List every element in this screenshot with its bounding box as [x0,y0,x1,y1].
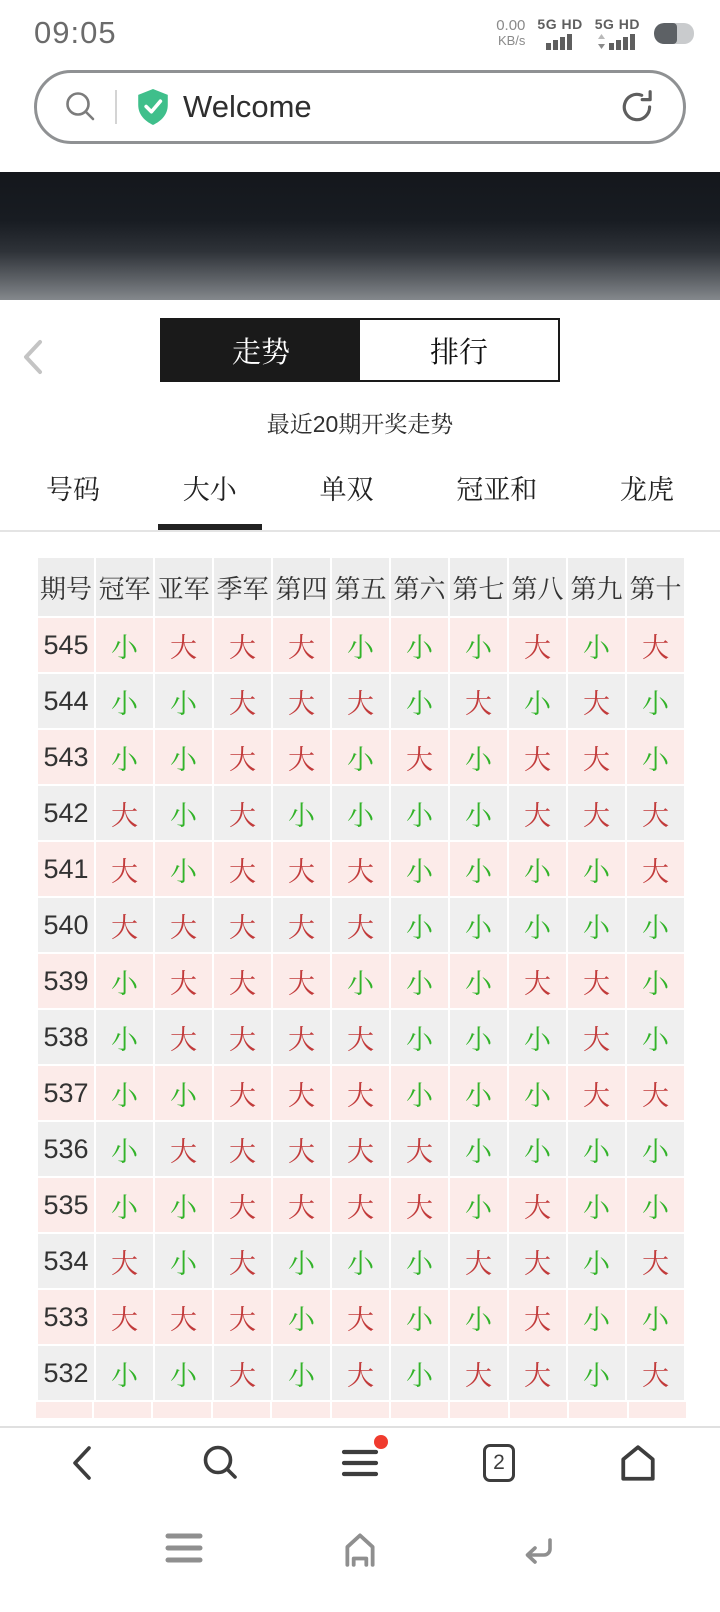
value-cell: 小 [450,1010,507,1064]
address-bar[interactable] [34,70,686,144]
value-cell: 小 [450,954,507,1008]
value-cell: 小 [509,674,566,728]
value-cell: 大 [568,954,625,1008]
value-cell: 大 [627,1066,684,1120]
value-cell: 小 [332,954,389,1008]
value-cell: 小 [96,1346,153,1400]
value-cell: 大 [214,1066,271,1120]
value-cell: 小 [627,1122,684,1176]
value-cell: 大 [214,1290,271,1344]
value-cell: 大 [332,1122,389,1176]
value-cell: 小 [627,954,684,1008]
tab-numbers[interactable]: 号码 [46,475,100,505]
partial-cell [153,1402,210,1418]
value-cell: 大 [627,1346,684,1400]
value-cell: 小 [627,730,684,784]
back-button[interactable] [504,1516,568,1580]
period-cell: 543 [38,730,94,784]
value-cell: 大 [155,1010,212,1064]
value-cell: 大 [509,786,566,840]
value-cell: 大 [509,730,566,784]
search-icon [201,1443,241,1483]
column-header: 第九 [568,558,625,616]
menu-button[interactable] [330,1433,390,1493]
toggle-rank[interactable]: 排行 [360,320,558,380]
tabs-button[interactable] [469,1433,529,1493]
menu-icon [164,1531,204,1565]
value-cell: 小 [391,1010,448,1064]
column-header: 第八 [509,558,566,616]
recents-button[interactable] [152,1516,216,1580]
value-cell: 大 [450,1234,507,1288]
table-row [38,786,684,840]
period-cell: 544 [38,674,94,728]
partial-cell [272,1402,329,1418]
browser-header [0,60,720,172]
table-row [38,954,684,1008]
value-cell: 大 [568,786,625,840]
value-cell: 大 [332,1178,389,1232]
value-cell: 大 [214,954,271,1008]
table-row [38,1346,684,1400]
value-cell: 大 [509,618,566,672]
value-cell: 小 [155,1066,212,1120]
value-cell: 小 [155,1234,212,1288]
refresh-icon[interactable] [619,88,657,126]
value-cell: 大 [273,618,330,672]
period-cell: 534 [38,1234,94,1288]
value-cell: 大 [96,786,153,840]
table-body [38,618,684,1400]
value-cell: 小 [568,842,625,896]
value-cell: 小 [332,730,389,784]
home-icon [618,1443,658,1483]
home-button[interactable] [608,1433,668,1493]
value-cell: 小 [155,1178,212,1232]
value-cell: 小 [450,898,507,952]
value-cell: 大 [568,730,625,784]
tabs-icon: 2 [483,1444,515,1482]
value-cell: 大 [332,1346,389,1400]
value-cell: 小 [450,1122,507,1176]
section-subtitle: 最近20期开奖走势 [266,411,454,437]
value-cell: 小 [332,786,389,840]
value-cell: 大 [568,1066,625,1120]
value-cell: 小 [96,1066,153,1120]
period-cell: 537 [38,1066,94,1120]
partial-cell [629,1402,686,1418]
value-cell: 小 [96,674,153,728]
partial-cell [450,1402,507,1418]
value-cell: 小 [568,1290,625,1344]
value-cell: 小 [509,1066,566,1120]
page-banner [0,172,720,300]
value-cell: 大 [155,618,212,672]
home-button[interactable] [328,1516,392,1580]
period-cell: 538 [38,1010,94,1064]
back-button[interactable] [52,1433,112,1493]
value-cell: 大 [332,1290,389,1344]
value-cell: 大 [509,1346,566,1400]
value-cell: 大 [391,1122,448,1176]
back-icon [516,1530,556,1566]
table-row [38,1234,684,1288]
value-cell: 大 [509,1178,566,1232]
network-speed: 0.00 KB/s [496,17,526,49]
table-row [38,1178,684,1232]
partial-cell [36,1402,92,1418]
table-row [38,730,684,784]
value-cell: 大 [96,1290,153,1344]
period-cell: 545 [38,618,94,672]
shield-check-icon [135,88,171,126]
value-cell: 小 [391,1290,448,1344]
battery-icon [654,23,694,44]
period-cell: 536 [38,1122,94,1176]
notification-dot [374,1435,388,1449]
value-cell: 大 [214,1122,271,1176]
period-cell: 539 [38,954,94,1008]
value-cell: 大 [214,786,271,840]
value-cell: 小 [568,1122,625,1176]
search-button[interactable] [191,1433,251,1493]
view-toggle-section [0,300,720,400]
value-cell: 小 [96,954,153,1008]
column-header: 第六 [391,558,448,616]
value-cell: 大 [155,1290,212,1344]
browser-nav-bar [0,1426,720,1498]
table-row [38,618,684,672]
period-cell: 540 [38,898,94,952]
signal-bars-icon [608,33,638,50]
value-cell: 大 [273,1122,330,1176]
value-cell: 大 [509,1234,566,1288]
value-cell: 小 [155,674,212,728]
tab-champion-sum[interactable]: 冠亚和 [456,475,538,505]
value-cell: 小 [273,1290,330,1344]
value-cell: 小 [509,1010,566,1064]
value-cell: 小 [391,842,448,896]
value-cell: 大 [627,786,684,840]
value-cell: 小 [450,1066,507,1120]
value-cell: 大 [155,954,212,1008]
value-cell: 小 [332,618,389,672]
value-cell: 大 [214,1178,271,1232]
value-cell: 小 [509,842,566,896]
partial-cell [569,1402,626,1418]
value-cell: 大 [273,1066,330,1120]
value-cell: 小 [391,786,448,840]
period-cell: 533 [38,1290,94,1344]
period-cell: 541 [38,842,94,896]
value-cell: 小 [96,730,153,784]
column-header: 第四 [273,558,330,616]
page-title: Welcome [183,89,312,124]
value-cell: 小 [273,1346,330,1400]
value-cell: 小 [391,1346,448,1400]
period-cell: 542 [38,786,94,840]
value-cell: 小 [391,674,448,728]
column-header: 季军 [214,558,271,616]
value-cell: 小 [568,1178,625,1232]
value-cell: 小 [450,730,507,784]
value-cell: 大 [627,842,684,896]
value-cell: 小 [155,786,212,840]
value-cell: 小 [627,898,684,952]
value-cell: 小 [391,618,448,672]
column-header: 冠军 [96,558,153,616]
value-cell: 大 [273,1010,330,1064]
value-cell: 大 [214,1234,271,1288]
value-cell: 小 [155,1346,212,1400]
value-cell: 大 [273,730,330,784]
table-row [38,674,684,728]
value-cell: 大 [96,842,153,896]
value-cell: 小 [96,618,153,672]
value-cell: 大 [96,1234,153,1288]
table-row [38,1290,684,1344]
value-cell: 小 [568,1346,625,1400]
value-cell: 大 [273,842,330,896]
value-cell: 大 [627,1234,684,1288]
value-cell: 大 [96,898,153,952]
partial-cell [94,1402,151,1418]
value-cell: 大 [155,1122,212,1176]
category-tabs [0,444,720,532]
value-cell: 小 [155,842,212,896]
partial-row [36,1402,686,1418]
tab-odd-even[interactable]: 单双 [319,475,374,505]
value-cell: 小 [96,1178,153,1232]
value-cell: 小 [391,1066,448,1120]
value-cell: 大 [273,674,330,728]
signal-bars-icon [545,33,575,50]
partial-cell [332,1402,389,1418]
signal-sim2: 5G HD [595,17,640,50]
table-header-row [38,558,684,616]
value-cell: 小 [450,618,507,672]
value-cell: 小 [273,1234,330,1288]
value-cell: 大 [214,674,271,728]
toggle-trend[interactable]: 走势 [162,320,360,380]
value-cell: 小 [509,1122,566,1176]
updown-arrows-icon [597,33,606,50]
value-cell: 大 [273,898,330,952]
value-cell: 小 [568,618,625,672]
period-cell: 532 [38,1346,94,1400]
value-cell: 大 [450,674,507,728]
table-row [38,1010,684,1064]
value-cell: 小 [509,898,566,952]
divider [115,90,117,124]
menu-icon [341,1446,379,1480]
value-cell: 小 [391,898,448,952]
value-cell: 小 [450,842,507,896]
value-cell: 小 [627,1178,684,1232]
value-cell: 大 [391,730,448,784]
trend-rank-toggle [160,318,560,382]
value-cell: 大 [332,674,389,728]
value-cell: 小 [568,898,625,952]
tab-big-small[interactable]: 大小 [177,458,243,530]
value-cell: 小 [332,1234,389,1288]
clock: 09:05 [34,15,117,50]
column-header: 第五 [332,558,389,616]
trend-table [36,556,686,1402]
value-cell: 大 [627,618,684,672]
value-cell: 小 [391,1234,448,1288]
value-cell: 大 [568,1010,625,1064]
tab-dragon-tiger[interactable]: 龙虎 [620,475,674,505]
value-cell: 小 [96,1010,153,1064]
partial-cell [391,1402,448,1418]
period-cell: 535 [38,1178,94,1232]
column-header: 第十 [627,558,684,616]
value-cell: 大 [214,1346,271,1400]
column-header: 第七 [450,558,507,616]
chevron-left-icon[interactable] [20,338,46,376]
value-cell: 小 [391,954,448,1008]
value-cell: 大 [214,618,271,672]
value-cell: 小 [96,1122,153,1176]
value-cell: 大 [155,898,212,952]
system-nav-bar [0,1498,720,1612]
table-row [38,898,684,952]
value-cell: 小 [627,1290,684,1344]
column-header: 期号 [38,558,94,616]
value-cell: 大 [450,1346,507,1400]
value-cell: 大 [273,1178,330,1232]
value-cell: 小 [450,1178,507,1232]
value-cell: 大 [391,1178,448,1232]
partial-cell [510,1402,567,1418]
value-cell: 大 [273,954,330,1008]
partial-cell [213,1402,270,1418]
value-cell: 大 [214,842,271,896]
column-header: 亚军 [155,558,212,616]
value-cell: 大 [332,842,389,896]
trend-table-wrap [36,556,720,1402]
value-cell: 大 [568,674,625,728]
value-cell: 小 [450,1290,507,1344]
value-cell: 大 [332,1066,389,1120]
value-cell: 小 [627,674,684,728]
value-cell: 小 [568,1234,625,1288]
table-row [38,1066,684,1120]
value-cell: 大 [332,898,389,952]
value-cell: 小 [155,730,212,784]
signal-sim1: 5G HD [537,17,582,50]
value-cell: 大 [214,730,271,784]
value-cell: 小 [627,1010,684,1064]
value-cell: 大 [332,1010,389,1064]
value-cell: 大 [214,898,271,952]
back-icon [65,1443,99,1483]
value-cell: 大 [214,1010,271,1064]
value-cell: 小 [450,786,507,840]
table-row [38,842,684,896]
value-cell: 大 [509,1290,566,1344]
search-icon[interactable] [63,89,99,125]
table-row [38,1122,684,1176]
value-cell: 大 [509,954,566,1008]
value-cell: 小 [273,786,330,840]
status-bar [0,0,720,60]
home-icon [338,1528,382,1568]
